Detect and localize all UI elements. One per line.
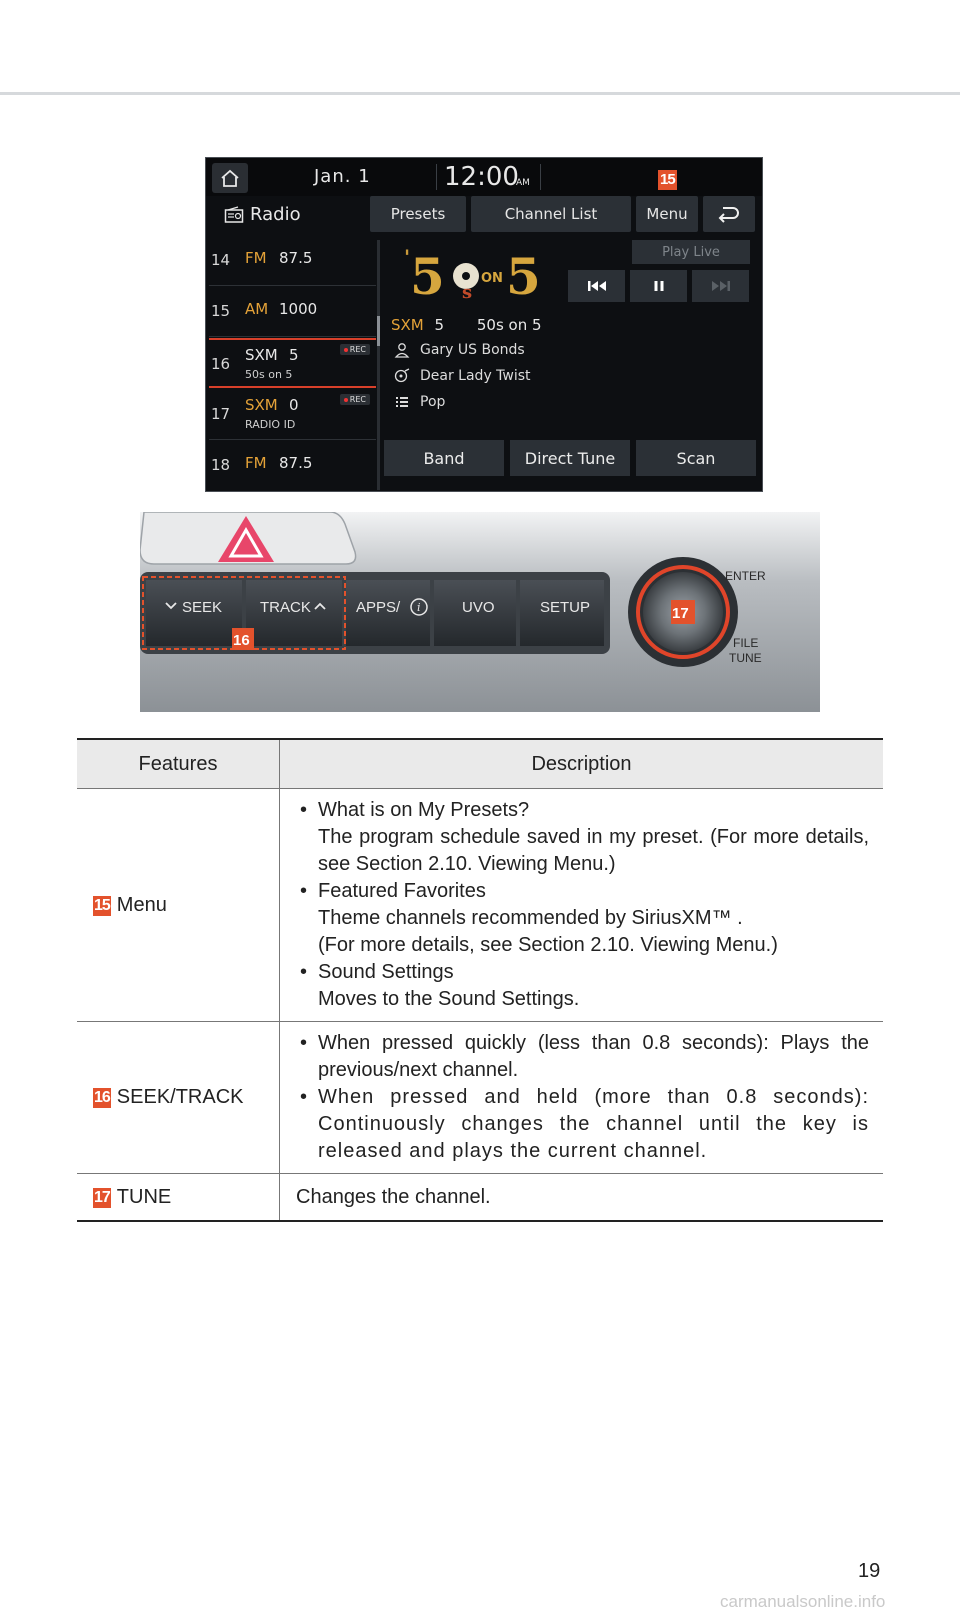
preset-number: 18 <box>211 456 231 474</box>
svg-text:ON: ON <box>481 271 503 286</box>
previous-button[interactable] <box>568 270 625 302</box>
channel-logo <box>402 242 542 302</box>
band-button[interactable]: Band <box>384 440 504 476</box>
description-list <box>296 797 869 1013</box>
table-row <box>77 1022 883 1174</box>
watermark: carmanualsonline.info <box>720 1592 886 1611</box>
svg-text:i: i <box>417 601 421 614</box>
presets-button[interactable]: Presets <box>370 196 466 232</box>
direct-tune-button[interactable]: Direct Tune <box>510 440 630 476</box>
home-button[interactable] <box>212 163 248 193</box>
list-item <box>296 959 869 1013</box>
artist-icon <box>394 342 410 358</box>
scan-button[interactable]: Scan <box>636 440 756 476</box>
svg-text:': ' <box>404 245 411 269</box>
preset-frequency: 1000 <box>279 300 318 318</box>
preset-band: FM <box>245 454 267 472</box>
feature-name: SEEK/TRACK <box>116 1086 244 1108</box>
rec-badge: REC <box>340 344 370 355</box>
radio-icon <box>224 206 244 224</box>
home-icon <box>219 168 241 188</box>
page-number: 19 <box>858 1560 881 1582</box>
feature-cell <box>77 1174 280 1222</box>
back-button[interactable] <box>703 196 755 232</box>
feature-name: Menu <box>116 893 167 916</box>
preset-scrollbar[interactable] <box>377 240 380 490</box>
feature-cell <box>77 1022 280 1174</box>
preset-subtitle: 50s on 5 <box>245 368 293 381</box>
item-text: (For more details, see Section 2.10. Viewing Menu.) <box>318 934 778 956</box>
item-text: Moves to the Sound Settings. <box>318 988 580 1010</box>
list-item <box>296 797 869 878</box>
preset-number: 15 <box>211 302 231 320</box>
preset-frequency: 0 <box>289 396 299 414</box>
preset-frequency: 87.5 <box>279 249 313 267</box>
preset-number: 14 <box>211 251 231 269</box>
preset-item[interactable] <box>209 287 376 337</box>
channel-line <box>391 316 542 334</box>
preset-subtitle: RADIO ID <box>245 418 296 431</box>
file-label: FILE <box>733 636 759 650</box>
description-cell: Changes the channel. <box>280 1174 884 1222</box>
description-cell <box>280 1022 884 1174</box>
song-icon <box>394 368 410 384</box>
preset-band: SXM <box>245 346 278 364</box>
item-title: • What is on My Presets? <box>318 799 530 821</box>
genre-list-icon <box>394 394 410 410</box>
next-button[interactable] <box>692 270 749 302</box>
callout-15: 15 <box>660 171 675 188</box>
screen-title <box>224 204 301 225</box>
radio-screen <box>205 157 763 492</box>
pause-button[interactable] <box>630 270 687 302</box>
table-row <box>77 789 883 1022</box>
top-rule <box>0 92 960 95</box>
description-cell <box>280 789 884 1022</box>
pause-icon <box>653 280 665 292</box>
rec-badge: REC <box>340 394 370 405</box>
preset-item-active[interactable] <box>209 338 376 388</box>
preset-number: 17 <box>211 405 231 423</box>
features-table <box>77 738 883 1222</box>
item-text: The program schedule saved in my preset. (For more details, see Section 2.10. Viewing Menu.) <box>318 826 869 875</box>
list-item <box>296 878 869 959</box>
song-title: Dear Lady Twist <box>420 368 531 384</box>
apps-label: APPS/ <box>356 599 401 616</box>
header-description: Description <box>280 739 884 789</box>
table-header-row <box>77 739 883 789</box>
item-title: • Featured Favorites <box>318 880 486 902</box>
preset-band: AM <box>245 300 269 318</box>
svg-text:5: 5 <box>410 247 445 302</box>
list-item: • When pressed and held (more than 0.8 seconds): Continuously changes the channel until the key is released and plays the current channel. <box>296 1084 869 1165</box>
channel-number: 5 <box>434 316 445 334</box>
feature-name: TUNE <box>116 1185 172 1208</box>
uvo-label: UVO <box>462 599 495 616</box>
status-bar <box>206 158 762 196</box>
preset-scroll-thumb[interactable] <box>377 316 380 346</box>
seek-label: SEEK <box>182 599 223 616</box>
item-title: • Sound Settings <box>318 961 454 983</box>
preset-item[interactable] <box>209 236 376 286</box>
preset-item[interactable] <box>209 441 376 491</box>
screen-title-text: Radio <box>250 204 301 225</box>
clock: 12:00 <box>444 162 519 192</box>
svg-text:s: s <box>462 282 473 302</box>
ampm: AM <box>516 178 530 188</box>
list-item: • When pressed quickly (less than 0.8 seconds): Plays the previous/next channel. <box>296 1030 869 1084</box>
genre-row <box>394 394 445 410</box>
tune-label: TUNE <box>729 651 762 665</box>
genre-name: Pop <box>420 394 446 410</box>
preset-item[interactable] <box>209 390 376 440</box>
back-arrow-icon <box>717 205 741 223</box>
preset-band: SXM <box>245 396 278 414</box>
feature-cell <box>77 789 280 1022</box>
marker-badge: 15 <box>94 896 110 914</box>
marker-badge: 16 <box>94 1089 110 1106</box>
skip-previous-icon <box>587 280 607 292</box>
callout-16: 16 <box>233 632 250 649</box>
callout-17: 17 <box>672 605 689 622</box>
menu-button[interactable]: Menu <box>636 196 698 232</box>
preset-frequency: 5 <box>289 346 299 364</box>
song-row <box>394 368 531 384</box>
control-panel <box>140 512 820 712</box>
preset-list <box>209 236 376 492</box>
track-label: TRACK <box>260 599 311 616</box>
table-row <box>77 1174 883 1222</box>
preset-band: FM <box>245 249 267 267</box>
date: Jan. 1 <box>314 166 371 187</box>
item-text: Theme channels recommended by SiriusXM™ . <box>318 907 743 929</box>
play-live-button[interactable]: Play Live <box>632 240 750 264</box>
artist-name: Gary US Bonds <box>420 342 525 358</box>
marker-badge: 17 <box>94 1188 110 1206</box>
artist-row <box>394 342 525 358</box>
skip-next-icon <box>711 280 731 292</box>
divider <box>540 164 541 190</box>
svg-text:5: 5 <box>506 247 541 302</box>
divider <box>436 164 437 190</box>
preset-frequency: 87.5 <box>279 454 313 472</box>
header-features: Features <box>77 739 280 789</box>
setup-label: SETUP <box>540 599 591 616</box>
channel-band: SXM <box>391 316 424 334</box>
description-list <box>296 1030 869 1165</box>
channel-name: 50s on 5 <box>476 316 542 334</box>
preset-number: 16 <box>211 355 231 373</box>
channel-list-button[interactable]: Channel List <box>471 196 631 232</box>
enter-label: ENTER <box>725 569 766 583</box>
